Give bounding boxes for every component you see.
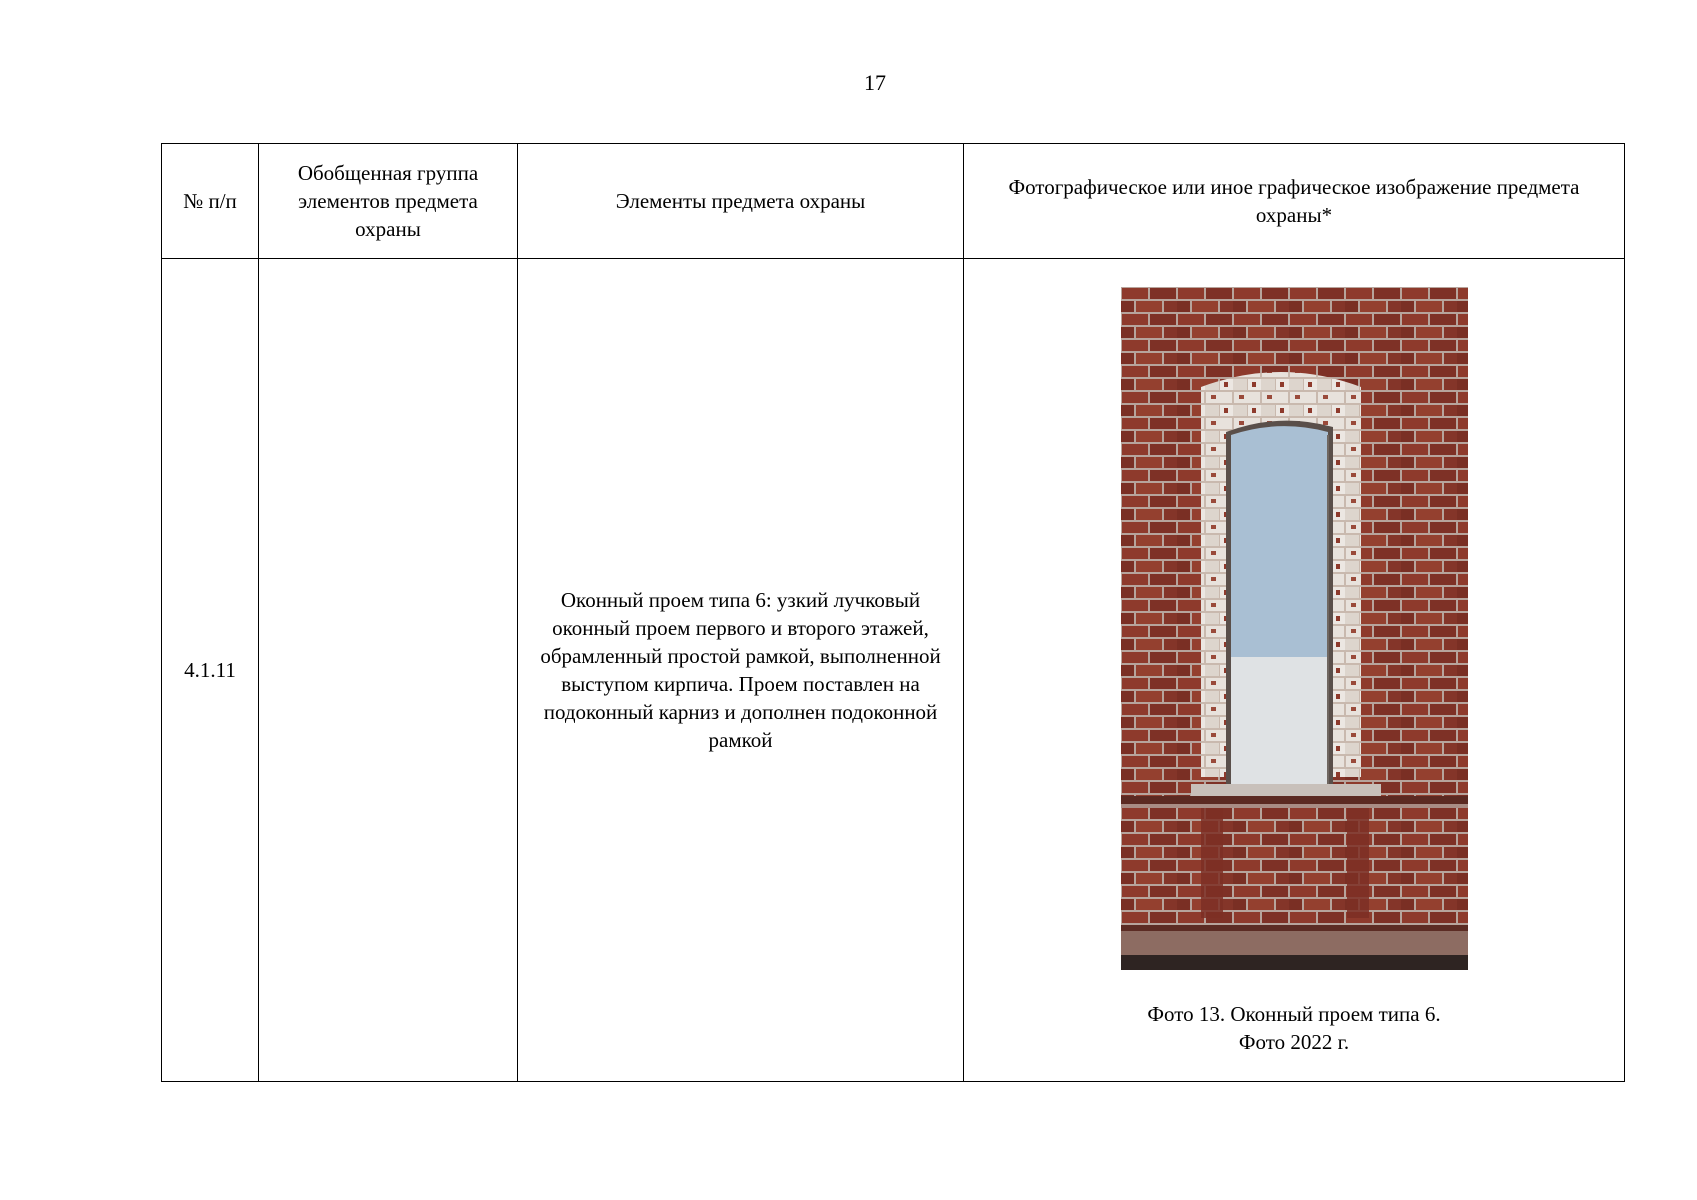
row-num: 4.1.11	[162, 259, 259, 1082]
protection-table	[161, 143, 1625, 1082]
header-elements: Элементы предмета охраны	[518, 144, 964, 259]
row-group	[259, 259, 518, 1082]
photo-caption-line2: Фото 2022 г.	[1238, 1030, 1350, 1054]
header-photo: Фотографическое или иное графическое изображение предмета охраны*	[964, 144, 1625, 259]
row-elements: Оконный проем типа 6: узкий лучковый оконный проем первого и второго этажей, обрамленный простой рамкой, выполненной выступом кирпича. Проем поставлен на подоконный карниз и дополнен подоконной рамкой	[518, 259, 964, 1082]
header-num: № п/п	[162, 144, 259, 259]
window-photo-image	[1121, 287, 1468, 970]
photo-caption-line1: Фото 13. Оконный проем типа 6.	[1147, 1002, 1441, 1026]
photo-caption	[964, 1000, 1624, 1056]
table-row	[162, 259, 1625, 1082]
row-photo-cell	[964, 259, 1625, 1082]
header-group: Обобщенная группа элементов предмета охраны	[259, 144, 518, 259]
window-photo	[1121, 287, 1468, 970]
table-header-row	[162, 144, 1625, 259]
page-number: 17	[864, 70, 886, 95]
